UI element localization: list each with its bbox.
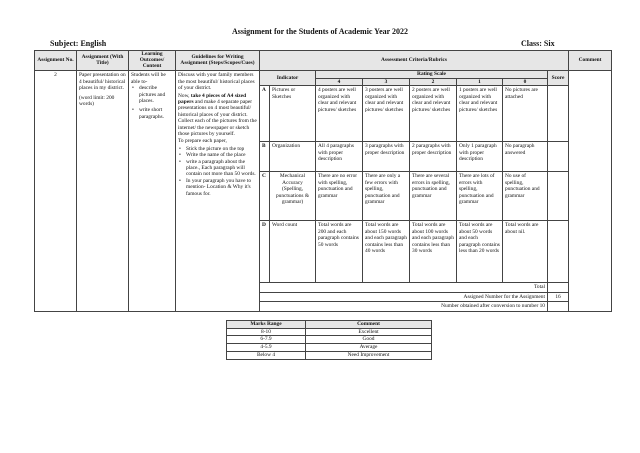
rubric-indicator: Word count bbox=[270, 221, 316, 283]
rubric-cell: There are only a few errors with spelling, punctuation and grammar bbox=[363, 172, 410, 221]
marks-range: 8-10 bbox=[227, 328, 306, 336]
assigned-number-value: 16 bbox=[548, 292, 569, 301]
score-cell bbox=[548, 221, 569, 283]
rubric-cell: Only 1 paragraph with proper description bbox=[457, 142, 503, 172]
rubric-letter: B bbox=[260, 142, 270, 172]
marks-comment: Need Improvement bbox=[306, 351, 432, 359]
indicator-header: Indicator bbox=[260, 71, 316, 86]
guidelines-cell bbox=[176, 71, 260, 311]
rubric-indicator: Organization bbox=[270, 142, 316, 172]
guideline-bullet: • Stick the picture on the top bbox=[178, 146, 257, 152]
marks-comment: Excellent bbox=[306, 328, 432, 336]
comment-cell bbox=[569, 71, 612, 311]
rating-1: 1 bbox=[457, 79, 503, 86]
marks-range-table bbox=[226, 320, 432, 360]
rating-3: 3 bbox=[363, 79, 410, 86]
header-comment: Comment bbox=[569, 51, 612, 71]
score-header: Score bbox=[548, 71, 569, 86]
rubric-indicator: Mechanical Accuracy (Spelling, punctuations & grammar) bbox=[270, 172, 316, 221]
rubric-cell: There are lots of errors with spelling, punctuation and grammar bbox=[457, 172, 503, 221]
class-label: Class: Six bbox=[521, 39, 555, 48]
assignment-title: Paper presentation on 4 beautiful/ historical places in my district. bbox=[79, 72, 126, 92]
guideline-paragraph: Discuss with your family members the most beautiful/ historical places of your district. bbox=[178, 72, 255, 92]
score-cell bbox=[548, 142, 569, 172]
rubric-cell: Total words are about 50 words and each paragraph contains less than 20 words bbox=[457, 221, 503, 283]
marks-range: Below 4 bbox=[227, 351, 306, 359]
rubric-cell: 4 posters are well organized with clear and relevant pictures/ sketches bbox=[316, 86, 363, 142]
score-cell bbox=[548, 172, 569, 221]
guideline-paragraph bbox=[178, 93, 257, 138]
guideline-text: Now, bbox=[178, 92, 191, 99]
outcome-item: • describe pictures and places. bbox=[131, 85, 173, 104]
header-assignment-no: Assignment No. bbox=[35, 51, 77, 71]
rubric-cell: Total words are about 150 words and each paragraph contains less than 40 words bbox=[363, 221, 410, 283]
assignment-number: 2 bbox=[35, 71, 77, 311]
word-limit: (word limit: 200 words) bbox=[79, 94, 115, 108]
rating-0: 0 bbox=[503, 79, 548, 86]
rubric-cell: 2 paragraphs with proper description bbox=[410, 142, 457, 172]
rating-2: 2 bbox=[410, 79, 457, 86]
rubric-letter: A bbox=[260, 86, 270, 142]
guideline-bullet: • Write the name of the place bbox=[178, 152, 257, 158]
marks-range: 6-7.9 bbox=[227, 336, 306, 344]
rubric-cell: 3 posters are well organized with clear and relevant pictures/ sketches bbox=[363, 86, 410, 142]
rubric-cell: There are no error with spelling, punctuation and grammar bbox=[316, 172, 363, 221]
assignment-title-cell bbox=[77, 71, 129, 311]
obtained-number-label: Number obtained after conversion to number 10 bbox=[260, 302, 548, 311]
outcomes-intro: Students will be able to- bbox=[131, 72, 166, 85]
marks-comment-header: Comment bbox=[306, 321, 432, 329]
outcome-item: • write short paragraphs. bbox=[131, 107, 173, 120]
page-title: Assignment for the Students of Academic Year 2022 bbox=[231, 27, 409, 36]
rubric-cell: There are several errors in spelling, punctuation and grammar bbox=[410, 172, 457, 221]
header-criteria: Assessment Criteria/Rubrics bbox=[260, 51, 569, 71]
total-score bbox=[548, 283, 569, 292]
score-cell bbox=[548, 86, 569, 142]
rubric-cell: 2 posters are well organized with clear and relevant pictures/ sketches bbox=[410, 86, 457, 142]
outcomes-cell bbox=[129, 71, 176, 311]
header-assignment-title: Assignment (With Title) bbox=[77, 51, 129, 71]
rating-scale-header: Rating Scale bbox=[316, 71, 548, 79]
marks-row bbox=[227, 344, 432, 352]
marks-row bbox=[227, 351, 432, 359]
guideline-bullet: • In your paragraph you have to mention- Location & Why it's famous for. bbox=[178, 178, 257, 197]
marks-row bbox=[227, 336, 432, 344]
obtained-number-value bbox=[548, 302, 569, 311]
guideline-bold-text: take 4 pieces of A4 sized papers bbox=[178, 92, 247, 106]
rubric-cell: Total words are about 100 words and each paragraph contains less than 30 words bbox=[410, 221, 457, 283]
header-outcomes: Learning Outcomes/ Content bbox=[129, 51, 176, 71]
guideline-bullet: • write a paragraph about the place., Each paragraph will contain not more than 50 words. bbox=[178, 159, 257, 178]
rubric-cell: Total words are 200 and each paragraph contains 50 words bbox=[316, 221, 363, 283]
rubric-cell: No pictures are attached bbox=[503, 86, 548, 142]
rubric-cell: 1 posters are well organized with clear and relevant pictures/ sketches bbox=[457, 86, 503, 142]
marks-comment: Good bbox=[306, 336, 432, 344]
rubric-cell: No paragraph answered bbox=[503, 142, 548, 172]
rubric-letter: D bbox=[260, 221, 270, 283]
rubric-indicator: Pictures or Sketches bbox=[270, 86, 316, 142]
guideline-text: and make 4 separate paper presentations on 4 most beautiful/ historical places of your district. Collect each of the pictures from the internet/ the newspaper or sketch those pictures by yourself. bbox=[178, 99, 257, 138]
marks-range: 4-5.9 bbox=[227, 344, 306, 352]
header-guidelines: Guidelines for Writing Assignment (Steps/Scopes/Cues) bbox=[176, 51, 260, 71]
marks-row bbox=[227, 328, 432, 336]
assignment-table bbox=[34, 50, 612, 312]
assigned-number-label: Assigned Number for the Assignment bbox=[260, 292, 548, 301]
marks-range-header: Marks Range bbox=[227, 321, 306, 329]
guideline-paragraph: To prepare each paper, bbox=[178, 138, 227, 145]
subject-label: Subject: English bbox=[50, 39, 107, 48]
rubric-cell: No use of spelling, punctuation and grammar bbox=[503, 172, 548, 221]
total-label: Total bbox=[260, 283, 548, 292]
marks-comment: Average bbox=[306, 344, 432, 352]
rating-4: 4 bbox=[316, 79, 363, 86]
rubric-cell: All 4 paragraphs with proper description bbox=[316, 142, 363, 172]
rubric-letter: C bbox=[260, 172, 270, 221]
rubric-cell: 3 paragraphs with proper description bbox=[363, 142, 410, 172]
rubric-cell: Total words are about nil. bbox=[503, 221, 548, 283]
